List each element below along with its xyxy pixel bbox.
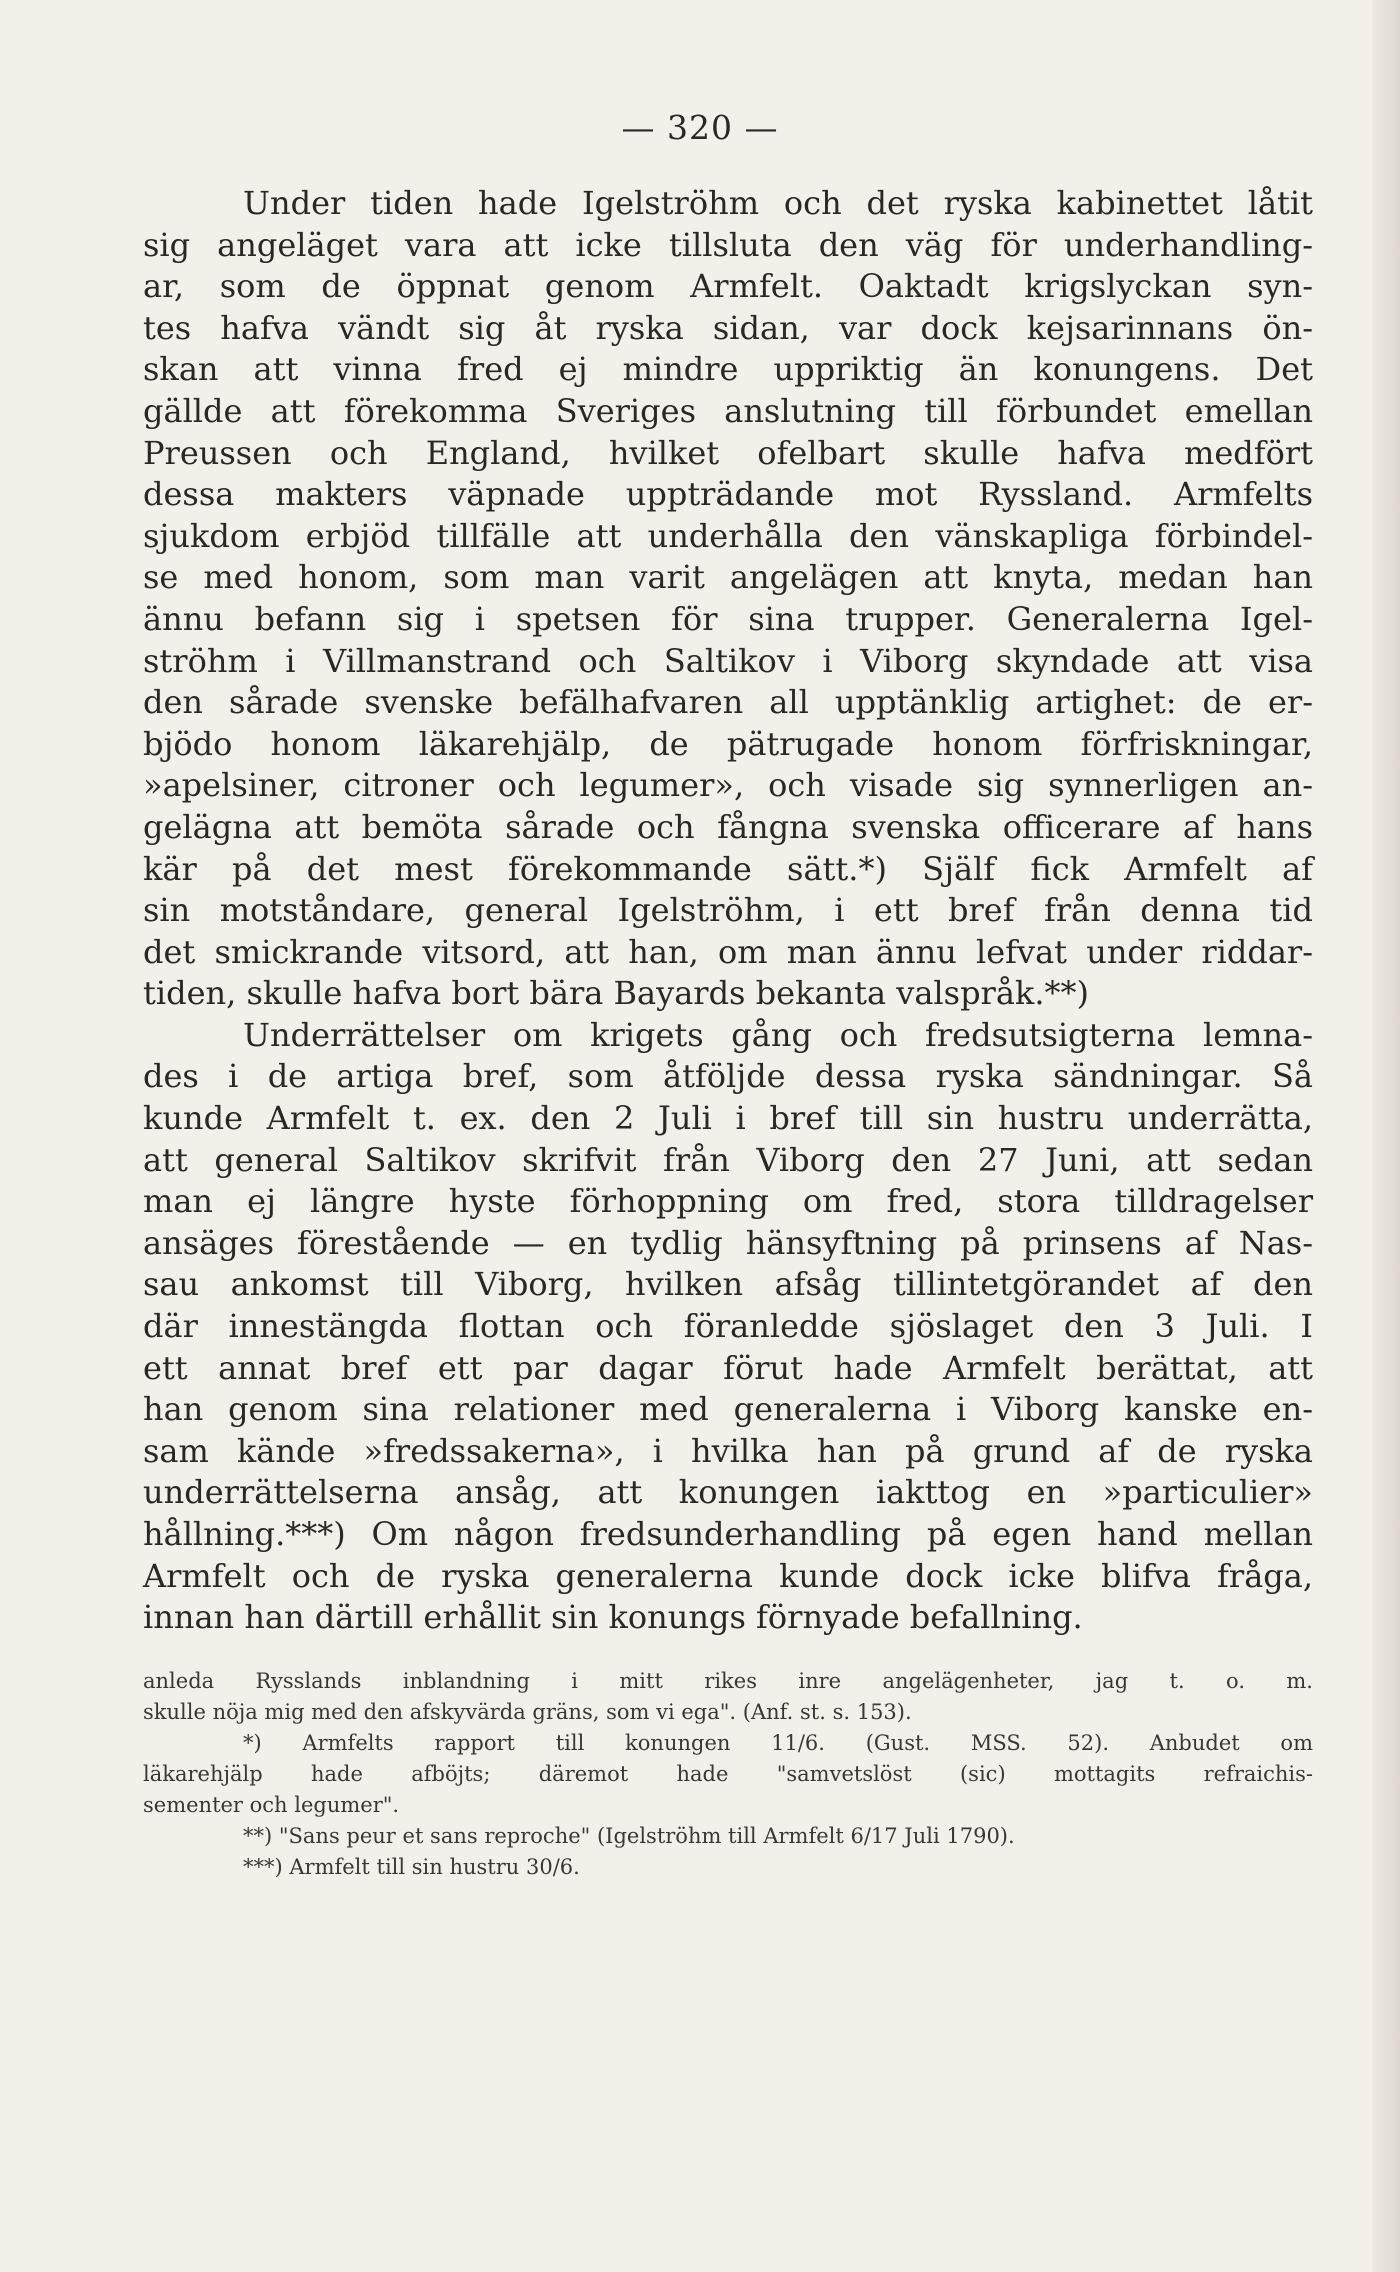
footnote-line: skulle nöja mig med den afskyvärda gräns, som vi ega". (Anf. st. s. 153). <box>143 1700 912 1724</box>
text-line: gelägna att bemöta sårade och fångna svenska officerare af hans <box>143 807 1313 846</box>
footnote-line: ***) Armfelt till sin hustru 30/6. <box>243 1855 580 1879</box>
text-line: skan att vinna fred ej mindre uppriktig än konungens. Det <box>143 350 1313 389</box>
footnote-line: läkarehjälp hade afböjts; däremot hade "samvetslöst (sic) mottagits refraichis- <box>143 1762 1313 1786</box>
text-line: ar, som de öppnat genom Armfelt. Oaktadt krigslyckan syn- <box>143 267 1313 306</box>
text-line: hållning.***) Om någon fredsunderhandling på egen hand mellan <box>143 1515 1313 1553</box>
text-line: ansäges förestående — en tydlig hänsyftning på prinsens af Nas- <box>143 1223 1313 1262</box>
text-line: den sårade svenske befälhafvaren all upptänklig artighet: de er- <box>143 683 1313 722</box>
text-line: han genom sina relationer med generalerna i Viborg kanske en- <box>143 1390 1313 1429</box>
text-line: ett annat bref ett par dagar förut hade Armfelt berättat, att <box>143 1348 1313 1387</box>
body-text <box>143 183 1313 1639</box>
text-line: sig angeläget vara att icke tillsluta den väg för underhandling- <box>143 225 1313 264</box>
text-line: sau ankomst till Viborg, hvilken afsåg tillintetgörandet af den <box>143 1265 1313 1304</box>
footnote-line: anleda Rysslands inblandning i mitt rikes inre angelägenheter, jag t. o. m. <box>143 1669 1313 1693</box>
text-line: tes hafva vändt sig åt ryska sidan, var dock kejsarinnans ön- <box>143 308 1313 347</box>
page-edge-shadow <box>1372 0 1400 2272</box>
text-line: Under tiden hade Igelströhm och det ryska kabinettet låtit <box>243 184 1313 222</box>
text-line: dessa makters väpnade uppträdande mot Ryssland. Armfelts <box>143 475 1313 514</box>
text-line: Preussen och England, hvilket ofelbart skulle hafva medfört <box>143 433 1313 472</box>
text-line: »apelsiner, citroner och legumer», och visade sig synnerligen an- <box>143 766 1313 805</box>
footnote-line: **) "Sans peur et sans reproche" (Igelströhm till Armfelt 6/17 Juli 1790). <box>243 1824 1015 1848</box>
text-line: Armfelt och de ryska generalerna kunde dock icke blifva fråga, <box>143 1556 1313 1595</box>
page-number: — 320 — <box>621 108 779 147</box>
text-line: underrättelserna ansåg, att konungen iakttog en »particulier» <box>143 1473 1313 1512</box>
text-line: ströhm i Villmanstrand och Saltikov i Viborg skyndade att visa <box>143 641 1313 680</box>
text-line: gällde att förekomma Sveriges anslutning till förbundet emellan <box>143 391 1313 430</box>
text-line: det smickrande vitsord, att han, om man ännu lefvat under riddar- <box>143 932 1313 971</box>
footnote-line: sementer och legumer". <box>143 1793 400 1817</box>
text-line: där innestängda flottan och föranledde sjöslaget den 3 Juli. I <box>143 1307 1313 1346</box>
text-line: innan han därtill erhållit sin konungs förnyade befallning. <box>143 1598 1083 1637</box>
footnote-line: *) Armfelts rapport till konungen 11/6. (Gust. MSS. 52). Anbudet om <box>243 1731 1313 1755</box>
text-line: kär på det mest förekommande sätt.*) Själf fick Armfelt af <box>143 849 1313 888</box>
text-line: sjukdom erbjöd tillfälle att underhålla den vänskapliga förbindel- <box>143 516 1313 555</box>
text-line: sin motståndare, general Igelströhm, i ett bref från denna tid <box>143 891 1313 930</box>
text-line: Underrättelser om krigets gång och fredsutsigterna lemna- <box>243 1015 1313 1054</box>
text-line: sam kände »fredssakerna», i hvilka han på grund af de ryska <box>143 1431 1313 1470</box>
text-line: kunde Armfelt t. ex. den 2 Juli i bref till sin hustru underrätta, <box>143 1099 1313 1138</box>
text-line: se med honom, som man varit angelägen att knyta, medan han <box>143 558 1313 597</box>
text-line: att general Saltikov skrifvit från Viborg den 27 Juni, att sedan <box>143 1140 1313 1179</box>
text-line: des i de artiga bref, som åtföljde dessa ryska sändningar. Så <box>143 1057 1313 1096</box>
text-line: ännu befann sig i spetsen för sina trupper. Generalerna Igel- <box>143 599 1313 638</box>
text-line: tiden, skulle hafva bort bära Bayards bekanta valspråk.**) <box>143 974 1089 1013</box>
text-line: bjödo honom läkarehjälp, de pätrugade honom förfriskningar, <box>143 724 1313 763</box>
text-line: man ej längre hyste förhoppning om fred, stora tilldragelser <box>143 1182 1313 1221</box>
footnotes <box>143 1666 1313 1883</box>
